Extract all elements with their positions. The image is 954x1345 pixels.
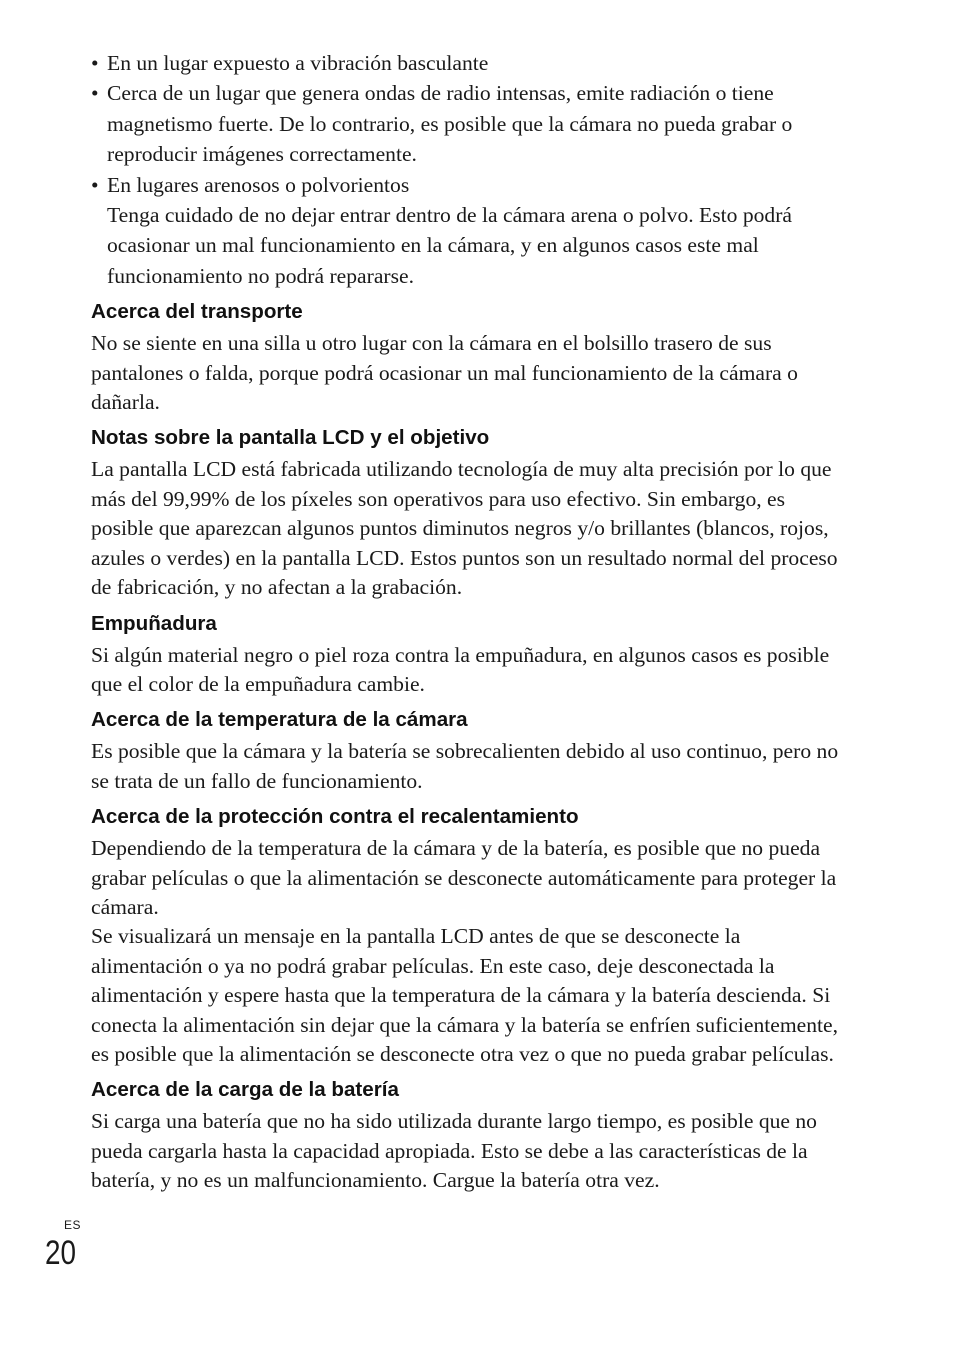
section-temperature: [91, 708, 843, 796]
section-battery-charging: [91, 1078, 843, 1195]
bullet-item: [91, 170, 843, 292]
section-lcd-notes: [91, 426, 843, 602]
bullet-list: [91, 48, 843, 291]
bullet-marker: •: [91, 81, 99, 106]
bullet-text: Cerca de un lugar que genera ondas de radio intensas, emite radiación o tiene magnetismo fuerte. De lo contrario, es posible que la cámara no pueda grabar o reproducir imágenes correctamente.: [107, 81, 793, 167]
section-heading: Acerca de la carga de la batería: [91, 1078, 399, 1102]
bullet-marker: •: [91, 51, 99, 75]
section-grip: [91, 612, 843, 700]
bullet-subtext: Tenga cuidado de no dejar entrar dentro de la cámara arena o polvo. Esto podrá ocasionar un mal funcionamiento en la cámara, y en algunos casos este mal funcionamiento no podrá repararse.: [107, 203, 792, 288]
section-heading: Acerca de la protección contra el recalentamiento: [91, 805, 579, 829]
section-paragraph: La pantalla LCD está fabricada utilizando tecnología de muy alta precisión por lo que más del 99,99% de los píxeles son operativos para uso efectivo. Sin embargo, es posible que aparezcan algunos puntos diminutos negros y/o brillantes (blancos, rojos, azules o verdes) en la pantalla LCD. Estos puntos son un resultado normal del proceso de fabricación, y no afectan a la grabación.: [91, 457, 838, 600]
bullet-text: En lugares arenosos o polvorientos: [107, 172, 410, 197]
section-paragraph: Es posible que la cámara y la batería se sobrecalienten debido al uso continuo, pero no se trata de un fallo de funcionamiento.: [91, 739, 839, 793]
bullet-marker: •: [91, 172, 99, 197]
language-code: ES: [64, 1218, 82, 1232]
section-overheat-protection: [91, 805, 843, 1069]
section-paragraph: Se visualizará un mensaje en la pantalla LCD antes de que se desconecte la alimentación o ya no podrá grabar películas. En este caso, deje desconectada la alimentación y espere hasta que la temperatura de la cámara y la batería descienda. Si conecta la alimentación sin dejar que la cámara y la batería se enfríen suficientemente, es posible que la alimentación se desconecte otra vez o que no pueda grabar películas.: [91, 924, 839, 1066]
bullet-text: En un lugar expuesto a vibración basculante: [107, 51, 489, 75]
section-paragraph: Si carga una batería que no ha sido utilizada durante largo tiempo, es posible que no pueda cargarla hasta la capacidad apropiada. Esto se debe a las características de la batería, y no es un malfuncionamiento. Cargue la batería otra vez.: [91, 1109, 817, 1193]
page-number: 20: [45, 1234, 77, 1272]
section-paragraph: Dependiendo de la temperatura de la cámara y de la batería, es posible que no pueda grabar películas o que la alimentación se desconecte automáticamente para proteger la cámara.: [91, 836, 837, 919]
page-content: [91, 48, 843, 1196]
section-heading: Acerca de la temperatura de la cámara: [91, 708, 468, 732]
bullet-item: [91, 48, 843, 78]
section-heading: Acerca del transporte: [91, 300, 303, 324]
section-paragraph: No se siente en una silla u otro lugar con la cámara en el bolsillo trasero de sus pantalones o falda, porque podrá ocasionar un mal funcionamiento de la cámara o dañarla.: [91, 331, 798, 415]
section-transport: [91, 300, 843, 417]
section-heading: Empuñadura: [91, 611, 217, 635]
section-paragraph: Si algún material negro o piel roza contra la empuñadura, en algunos casos es posible que el color de la empuñadura cambie.: [91, 642, 830, 696]
section-heading: Notas sobre la pantalla LCD y el objetivo: [91, 426, 490, 450]
bullet-item: [91, 78, 843, 169]
